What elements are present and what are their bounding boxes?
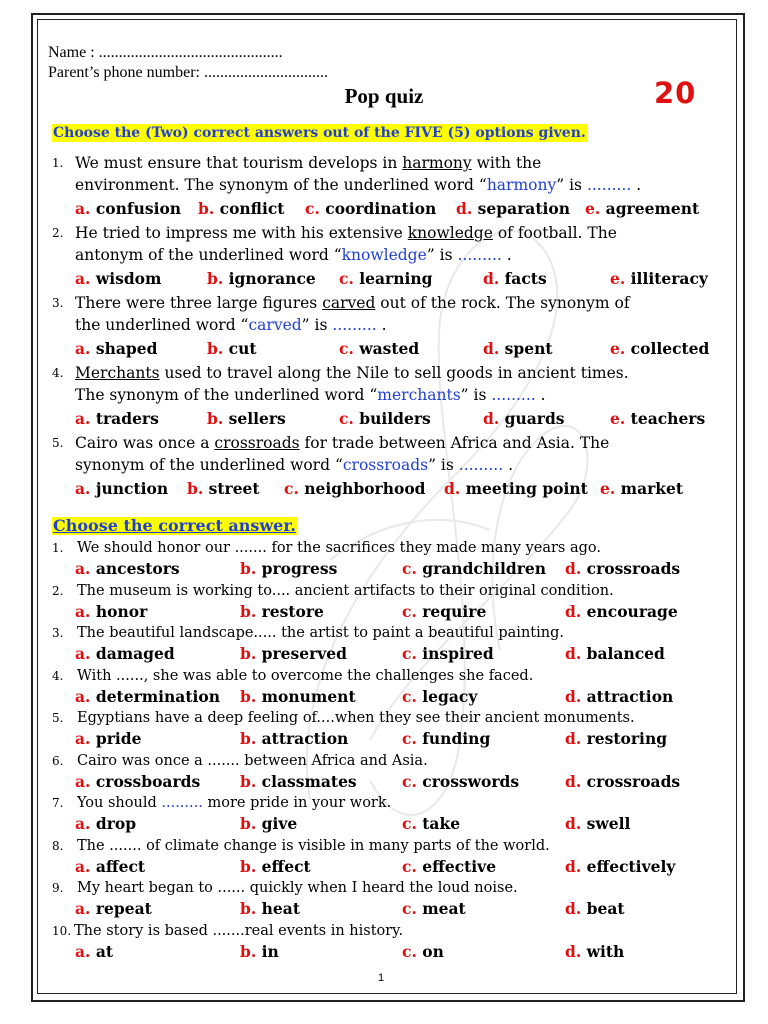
answer-option[interactable] [565,602,678,622]
option-letter: b. [240,601,257,621]
option-letter: b. [207,339,224,358]
answer-option[interactable] [402,899,466,919]
answer-option[interactable] [75,644,175,664]
option-letter: d. [565,771,582,791]
option-text: junction [95,479,169,498]
question-text-line2: synonym of the underlined word “crossroads” is ......... . [75,456,513,474]
question-text-line2: the underlined word “carved” is ......... . [75,316,387,334]
answer-option[interactable] [75,479,168,499]
option-text: effectively [586,856,676,876]
answer-option[interactable] [610,409,705,429]
underlined-word: crossroads [214,434,300,452]
answer-blank: ......... [332,316,382,334]
option-text: at [95,941,114,961]
option-text: on [422,941,444,961]
option-letter: d. [483,339,500,358]
quoted-word: knowledge [341,246,427,264]
option-text: sellers [228,409,286,428]
option-letter: d. [565,559,582,578]
answer-option[interactable] [240,602,324,622]
option-letter: d. [483,409,500,428]
option-text: spent [504,339,553,358]
option-text: swell [586,814,631,833]
option-letter: b. [240,771,257,791]
option-text: encourage [586,601,678,621]
option-text: illiteracy [630,269,708,288]
question-text-line2: environment. The synonym of the underlined word “harmony” is ......... . [75,176,642,194]
option-text: require [422,601,487,621]
option-text: ancestors [95,559,180,578]
option-letter: c. [402,686,417,706]
answer-option[interactable] [75,269,161,289]
option-text: agreement [605,199,700,218]
answer-option[interactable] [610,339,709,359]
option-text: funding [422,729,491,748]
option-text: effect [261,856,311,876]
option-letter: d. [565,729,582,748]
question-number: 4. [52,366,64,380]
answer-option[interactable] [207,409,286,429]
answer-option[interactable] [75,339,157,359]
question-number: 1. [52,156,64,170]
question-text-line2: The synonym of the underlined word “merchants” is ......... . [75,386,546,404]
option-text: wisdom [95,269,162,288]
answer-option[interactable] [483,409,565,429]
question-text: You should ......... more pride in your work. [77,795,392,811]
option-letter: b. [240,814,257,833]
option-text: give [261,814,298,833]
option-letter: d. [483,269,500,288]
option-text: coordination [325,199,437,218]
option-letter: b. [198,199,215,218]
question-number: 3. [52,296,64,310]
option-letter: b. [207,269,224,288]
option-text: cut [228,339,257,358]
option-text: monument [261,686,356,706]
answer-option[interactable] [610,269,708,289]
option-letter: c. [402,729,417,748]
answer-option[interactable] [456,199,570,219]
answer-option[interactable] [75,559,180,579]
option-text: traders [95,409,159,428]
question-text: Cairo was once a crossroads for trade between Africa and Asia. The [75,434,610,452]
option-letter: b. [240,899,257,918]
option-letter: a. [75,729,91,748]
option-letter: c. [402,771,417,791]
option-letter: a. [75,269,91,288]
question-number: 10. [52,923,72,938]
question-number: 2. [52,583,64,598]
quoted-word: crossroads [342,456,429,474]
answer-option[interactable] [402,814,460,834]
answer-option[interactable] [75,687,220,707]
question-text: Cairo was once a ....... between Africa and Asia. [77,752,428,769]
option-text: inspired [422,644,494,663]
option-text: facts [504,269,547,288]
option-letter: a. [75,771,91,791]
option-text: restore [261,601,324,621]
option-letter: c. [305,199,320,218]
option-letter: c. [339,269,354,288]
option-letter: d. [565,814,582,833]
option-letter: e. [600,479,616,498]
option-letter: c. [339,339,354,358]
question-text: There were three large figures carved out of the rock. The synonym of [75,294,630,312]
option-text: with [586,941,625,961]
option-letter: a. [75,941,91,961]
option-letter: c. [402,814,417,833]
option-letter: a. [75,644,91,663]
answer-option[interactable] [240,942,279,962]
answer-option[interactable] [339,409,431,429]
answer-option[interactable] [75,602,147,622]
option-letter: a. [75,856,91,876]
name-field[interactable]: Name : .............................................. [48,44,283,61]
answer-option[interactable] [402,687,477,707]
option-text: legacy [422,686,478,706]
question-number: 5. [52,436,64,450]
option-letter: c. [402,601,417,621]
question-text: Merchants used to travel along the Nile to sell goods in ancient times. [75,364,629,382]
option-letter: a. [75,601,91,621]
option-text: damaged [95,644,175,663]
option-text: affect [95,856,146,876]
answer-option[interactable] [240,559,337,579]
option-letter: d. [565,941,582,961]
page-number: 1 [378,972,385,984]
answer-option[interactable] [75,199,181,219]
option-letter: d. [565,644,582,663]
option-text: pride [95,729,142,748]
option-letter: e. [610,409,626,428]
answer-option[interactable] [75,409,159,429]
question-text: The museum is working to.... ancient artifacts to their original condition. [77,582,614,599]
option-letter: b. [240,941,257,961]
option-letter: b. [240,644,257,663]
answer-option[interactable] [240,899,300,919]
answer-blank: ......... [586,176,637,194]
question-text: The beautiful landscape..... the artist to paint a beautiful painting. [77,625,564,641]
answer-option[interactable] [75,814,136,834]
answer-option[interactable] [284,479,426,499]
option-text: heat [261,899,300,918]
answer-blank: ......... [161,795,203,811]
option-letter: e. [610,339,626,358]
option-letter: a. [75,479,91,498]
answer-option[interactable] [402,729,490,749]
question-text: With ......, she was able to overcome the challenges she faced. [77,667,534,684]
option-letter: a. [75,339,91,358]
answer-option[interactable] [565,857,675,877]
option-text: determination [95,686,221,706]
quiz-number-badge: 20 [654,76,697,110]
option-text: neighborhood [304,479,426,498]
answer-option[interactable] [240,814,297,834]
answer-option[interactable] [187,479,260,499]
answer-option[interactable] [565,772,680,792]
quoted-word: harmony [486,176,557,194]
option-text: crossboards [95,771,201,791]
option-text: beat [586,899,625,918]
question-text: Egyptians have a deep feeling of....when they see their ancient monuments. [77,710,635,726]
option-letter: d. [456,199,473,218]
answer-option[interactable] [240,644,347,664]
option-text: shaped [95,339,158,358]
question-text: The ....... of climate change is visible in many parts of the world. [77,837,550,854]
option-text: crossroads [586,559,681,578]
answer-option[interactable] [565,942,624,962]
question-number: 9. [52,881,64,895]
answer-blank: ......... [458,456,509,474]
answer-option[interactable] [207,269,316,289]
option-letter: b. [240,729,257,748]
option-letter: c. [402,941,417,961]
page-title: Pop quiz [344,84,424,108]
answer-blank: ......... [457,246,507,264]
quoted-word: carved [248,316,302,334]
question-text: My heart began to ...... quickly when I heard the loud noise. [77,880,518,896]
option-letter: b. [240,559,257,578]
answer-option[interactable] [207,339,257,359]
question-number: 8. [52,838,64,853]
option-text: attraction [261,729,349,748]
question-number: 6. [52,753,64,768]
option-letter: d. [565,856,582,876]
answer-option[interactable] [402,644,494,664]
option-text: progress [261,559,338,578]
option-letter: a. [75,199,91,218]
answer-option[interactable] [198,199,284,219]
answer-option[interactable] [75,857,145,877]
option-letter: c. [402,899,417,918]
answer-option[interactable] [75,729,141,749]
option-letter: c. [284,479,299,498]
answer-option[interactable] [240,729,348,749]
answer-option[interactable] [240,772,357,792]
answer-option[interactable] [483,339,553,359]
option-text: preserved [261,644,347,663]
question-text: We must ensure that tourism develops in harmony with the [75,154,542,172]
answer-option[interactable] [444,479,588,499]
option-text: crosswords [422,771,520,791]
option-text: attraction [586,686,674,706]
answer-option[interactable] [402,857,496,877]
section2-instruction: Choose the correct answer. [53,516,296,535]
underlined-word: harmony [402,154,472,172]
option-letter: d. [565,686,582,706]
underlined-word: Merchants [75,364,160,382]
option-text: repeat [95,899,152,918]
option-text: classmates [261,771,357,791]
answer-option[interactable] [565,644,665,664]
parent-phone-field[interactable]: Parent’s phone number: ............................... [48,64,328,81]
answer-option[interactable] [339,269,432,289]
answer-option[interactable] [565,899,625,919]
answer-option[interactable] [75,772,200,792]
option-letter: d. [565,899,582,918]
option-letter: d. [444,479,461,498]
answer-option[interactable] [402,942,444,962]
answer-option[interactable] [565,729,667,749]
option-text: grandchildren [422,559,547,578]
option-letter: a. [75,899,91,918]
option-letter: c. [402,856,417,876]
option-letter: c. [402,644,417,663]
answer-option[interactable] [240,857,311,877]
option-letter: c. [402,559,417,578]
option-letter: c. [339,409,354,428]
option-letter: e. [585,199,601,218]
question-number: 7. [52,796,64,810]
question-text-line2: antonym of the underlined word “knowledge” is ......... . [75,246,512,264]
option-text: drop [95,814,137,833]
section1-instruction: Choose the (Two) correct answers out of the FIVE (5) options given. [53,125,586,141]
option-letter: a. [75,814,91,833]
option-text: balanced [586,644,665,663]
option-text: ignorance [228,269,316,288]
option-text: guards [504,409,565,428]
option-text: teachers [630,409,706,428]
question-number: 4. [52,668,64,683]
option-text: effective [422,856,497,876]
option-letter: b. [240,856,257,876]
option-text: meat [422,899,466,918]
option-letter: a. [75,686,91,706]
option-letter: b. [240,686,257,706]
option-text: crossroads [586,771,681,791]
question-text: We should honor our ....... for the sacrifices they made many years ago. [77,540,601,556]
answer-option[interactable] [75,899,152,919]
option-text: in [261,941,279,961]
option-text: honor [95,601,148,621]
option-text: builders [359,409,431,428]
option-letter: a. [75,409,91,428]
option-text: street [208,479,260,498]
question-number: 3. [52,626,64,640]
option-letter: d. [565,601,582,621]
answer-option[interactable] [565,814,630,834]
answer-option[interactable] [240,687,356,707]
answer-option[interactable] [75,942,113,962]
option-text: collected [630,339,710,358]
option-text: confusion [95,199,182,218]
question-text: He tried to impress me with his extensive knowledge of football. The [75,224,617,242]
option-letter: b. [187,479,204,498]
answer-option[interactable] [305,199,436,219]
option-text: separation [477,199,570,218]
option-text: wasted [359,339,420,358]
question-number: 2. [52,226,64,240]
answer-option[interactable] [339,339,419,359]
question-text: The story is based .......real events in history. [74,922,404,939]
quoted-word: merchants [377,386,461,404]
option-text: learning [359,269,433,288]
answer-option[interactable] [483,269,547,289]
option-text: market [620,479,684,498]
option-letter: a. [75,559,91,578]
answer-option[interactable] [600,479,683,499]
option-letter: e. [610,269,626,288]
answer-option[interactable] [565,559,680,579]
option-text: take [422,814,461,833]
option-text: conflict [219,199,285,218]
answer-blank: ......... [491,386,541,404]
answer-option[interactable] [402,602,486,622]
question-number: 5. [52,711,64,725]
underlined-word: knowledge [407,224,493,242]
answer-option[interactable] [402,772,519,792]
answer-option[interactable] [565,687,673,707]
option-letter: b. [207,409,224,428]
option-text: meeting point [465,479,588,498]
answer-option[interactable] [585,199,699,219]
answer-option[interactable] [402,559,546,579]
option-text: restoring [586,729,668,748]
question-number: 1. [52,541,64,555]
underlined-word: carved [322,294,376,312]
